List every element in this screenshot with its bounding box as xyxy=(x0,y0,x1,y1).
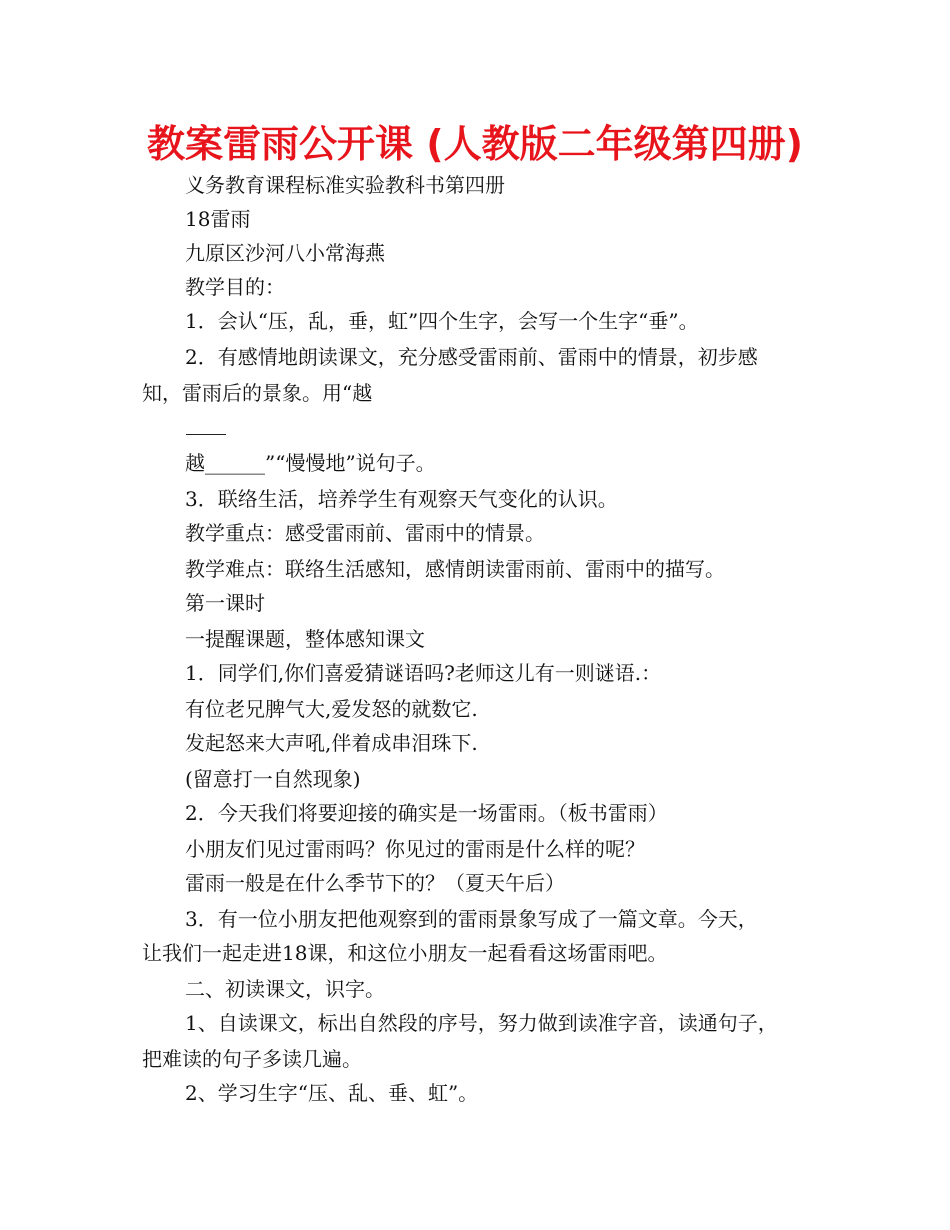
textbook-line: 义务教育课程标准实验教科书第四册 xyxy=(185,173,505,197)
first-lesson-heading: 第一课时 xyxy=(185,591,265,615)
lesson-number-line: 18雷雨 xyxy=(185,207,251,231)
objective-2-part-2: 知，雷雨后的景象。用“越 xyxy=(142,381,373,405)
part-one-heading: 一提醒课题，整体感知课文 xyxy=(185,627,425,651)
teaching-key-point: 教学重点：感受雷雨前、雷雨中的情景。 xyxy=(185,521,545,545)
teaching-difficulty: 教学难点：联络生活感知，感情朗读雷雨前、雷雨中的描写。 xyxy=(185,557,725,581)
question-line-1: 小朋友们见过雷雨吗？你见过的雷雨是什么样的呢？ xyxy=(185,837,645,861)
objective-2-part-3: 越______”“慢慢地”说句子。 xyxy=(185,451,436,475)
part-two-heading: 二、初读课文，识字。 xyxy=(185,977,385,1001)
riddle-line-2: 发起怒来大声吼,伴着成串泪珠下. xyxy=(185,731,478,755)
step-3-line-1: 3．有一位小朋友把他观察到的雷雨景象写成了一篇文章。今天， xyxy=(185,907,758,931)
section-heading-objectives: 教学目的： xyxy=(185,275,285,299)
reading-step-1-line-1: 1、自读课文，标出自然段的序号，努力做到读准字音，读通句子， xyxy=(185,1011,778,1035)
objective-2-part-1: 2．有感情地朗读课文，充分感受雷雨前、雷雨中的情景，初步感 xyxy=(185,345,758,369)
reading-step-1-line-2: 把难读的句子多读几遍。 xyxy=(142,1047,362,1071)
objective-1: 1．会认“压，乱，垂，虹”四个生字，会写一个生字“垂”。 xyxy=(185,309,699,333)
riddle-intro: 1．同学们,你们喜爱猜谜语吗?老师这儿有一则谜语.： xyxy=(185,661,662,685)
reading-step-2-line: 2、学习生字“压、乱、垂、虹”。 xyxy=(185,1081,479,1105)
question-line-2: 雷雨一般是在什么季节下的？（夏天午后） xyxy=(185,871,565,895)
riddle-line-1: 有位老兄脾气大,爱发怒的就数它. xyxy=(185,697,478,721)
document-title: 教案雷雨公开课 (人教版二年级第四册) xyxy=(147,122,803,166)
step-2-line: 2．今天我们将要迎接的确实是一场雷雨。（板书雷雨） xyxy=(185,801,668,825)
riddle-hint: (留意打一自然现象) xyxy=(185,767,361,791)
blank-rule xyxy=(186,434,226,435)
objective-3: 3．联络生活，培养学生有观察天气变化的认识。 xyxy=(185,487,618,511)
step-3-line-2: 让我们一起走进18课，和这位小朋友一起看看这场雷雨吧。 xyxy=(142,941,668,965)
author-line: 九原区沙河八小常海燕 xyxy=(185,241,385,265)
